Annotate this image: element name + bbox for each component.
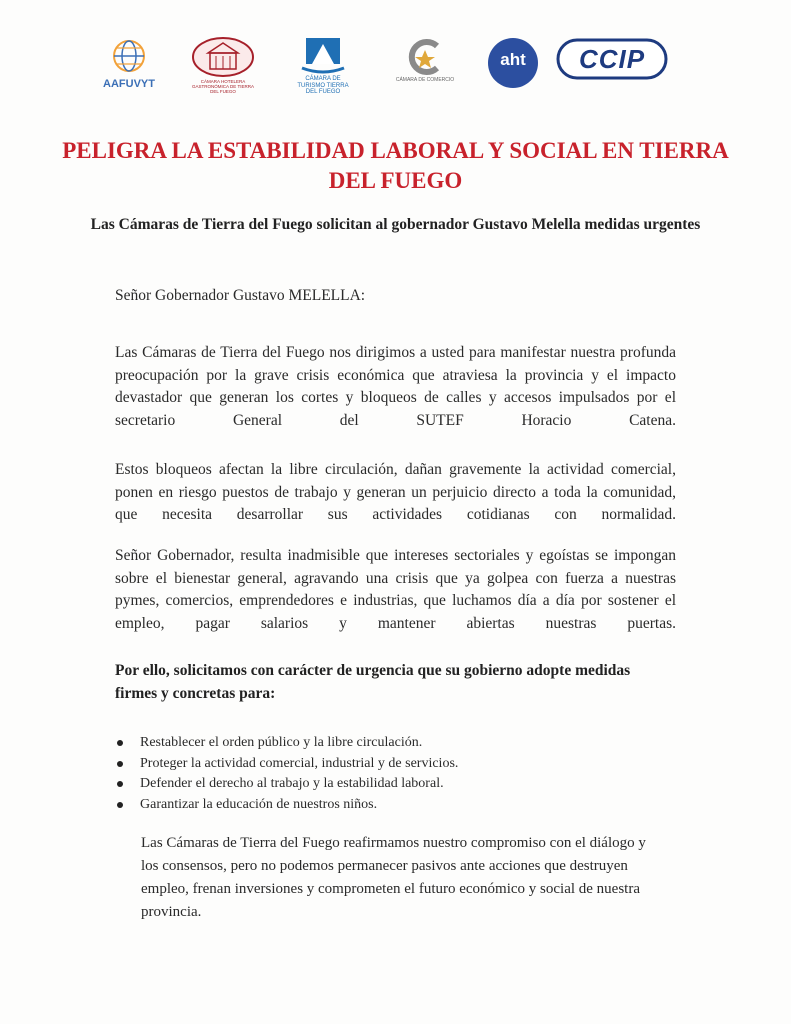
camara-hotelera-logo xyxy=(190,36,256,95)
salutation: Señor Gobernador Gustavo MELELLA: xyxy=(115,287,366,304)
logo-caption: AAFUVYT xyxy=(103,78,155,90)
demands-list xyxy=(115,733,458,815)
ship-icon xyxy=(292,34,354,78)
closing-paragraph: Las Cámaras de Tierra del Fuego reafirmamos nuestro compromiso con el diálogo y los consensos, pero no podemos permanecer pasivos ante acciones que destruyen empleo, frenan inversiones y comprometen el futuro económico y social de nuestra provincia. xyxy=(141,835,646,920)
paragraph: Las Cámaras de Tierra del Fuego nos dirigimos a usted para manifestar nuestra profunda preocupación por la grave crisis económica que atraviesa la provincia y el impacto devastador que generan los cortes y bloqueos de calles y accesos impulsados por el secretario General del SUTEF Horacio Catena. xyxy=(115,344,676,429)
building-icon xyxy=(190,36,256,78)
list-item-text: Proteger la actividad comercial, industrial y de servicios. xyxy=(140,755,459,771)
list-item xyxy=(115,754,458,775)
ccip-text: CCIP xyxy=(578,44,646,74)
camara-turismo-logo xyxy=(292,34,354,96)
subtitle: Las Cámaras de Tierra del Fuego solicitan al gobernador Gustavo Melella medidas urgentes xyxy=(90,216,701,233)
aht-logo xyxy=(486,36,540,90)
globe-icon xyxy=(98,38,160,82)
paragraph: Estos bloqueos afectan la libre circulación, dañan gravemente la actividad comercial, ponen en riesgo puestos de trabajo y generan un perjuicio directo a toda la comunidad, que necesita desarrollar sus actividades cotidianas con normalidad. xyxy=(115,461,676,523)
bullet-icon xyxy=(117,781,123,787)
list-item xyxy=(115,774,458,795)
bullet-icon xyxy=(117,802,123,808)
bullet-icon xyxy=(117,740,123,746)
paragraph: Señor Gobernador, resulta inadmisible que intereses sectoriales y egoístas se impongan sobre el bienestar general, agravando una crisis que ya golpea con fuerza a nuestras pymes, comercios, emprendedores e industrias, que luchamos día a día por sostener el empleo, pagar salarios y mantener abiertas nuestras puertas. xyxy=(115,547,676,632)
request-paragraph: Por ello, solicitamos con carácter de urgencia que su gobierno adopte medidas firmes y concretas para: xyxy=(115,662,631,702)
list-item-text: Garantizar la educación de nuestros niños. xyxy=(140,796,378,812)
c-emblem-icon xyxy=(393,38,457,76)
aafuvyt-logo xyxy=(98,38,160,90)
list-item xyxy=(115,733,458,754)
list-item-text: Defender el derecho al trabajo y la estabilidad laboral. xyxy=(140,776,444,791)
list-item-text: Restablecer el orden público y la libre circulación. xyxy=(140,735,423,750)
logos-row xyxy=(0,30,791,110)
list-item xyxy=(115,795,458,816)
aht-text: aht xyxy=(500,50,526,69)
logo-caption: CÁMARA HOTELERA GASTRONÓMICA DE TIERRA DEL FUEGO xyxy=(192,79,254,94)
bullet-icon xyxy=(117,761,123,767)
logo-caption: CÁMARA DE COMERCIO xyxy=(395,77,455,83)
ccip-logo xyxy=(556,38,668,80)
logo-caption: CÁMARA DE TURISMO TIERRA DEL FUEGO xyxy=(297,76,349,96)
page-title: PELIGRA LA ESTABILIDAD LABORAL Y SOCIAL EN TIERRA DEL FUEGO xyxy=(62,138,729,193)
camara-comercio-logo xyxy=(393,38,457,84)
